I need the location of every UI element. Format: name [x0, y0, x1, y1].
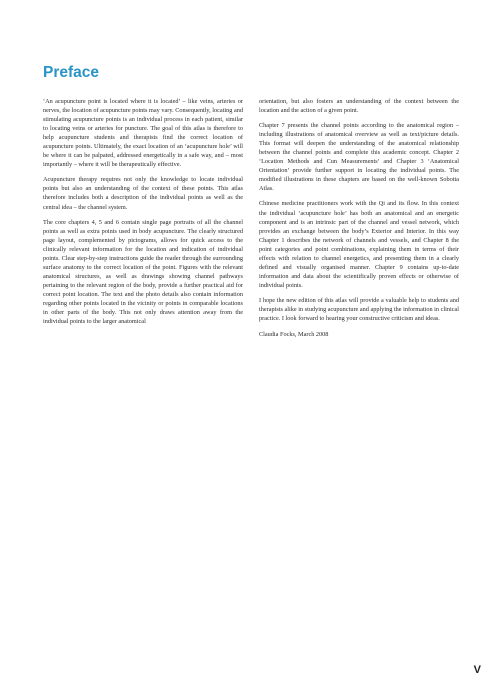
paragraph: The core chapters 4, 5 and 6 contain single page portraits of all the channel points as well as extra points used in body acupuncture. The clearly structured page layout, complemented by pictograms, allows for quick access to the clinically relevant information for the location and indication of individual points. Clear step-by-step instructions guide the reader through the surrounding surface anatomy to the correct location of the point. Figures with the relevant anatomical structures, as well as drawings showing channel pathways pertaining to the relevant region of the body, provide a further practical aid for correct point location. The text and the photo details also contain information regarding other points located in the vicinity or points in comparable locations in other parts of the body. This not only draws attention away from the individual points to the larger anatomical — [43, 218, 243, 326]
paragraph: Chinese medicine practitioners work with the Qi and its flow. In this context the individual ‘acupuncture hole’ has both an anatomical and an energetic component and is an intrinsic part of the channel and vessel network, which provides an exchange between the body’s Exterior and Interior. In this way Chapter 1 describes the network of channels and vessels, and Chapter 8 the point categories and point combinations, explaining them in terms of their effects with relation to channel energetics, and presenting them in a clearly defined and visually organised manner. Chapter 9 contains up-to-date information and data about the scientifically proven effects or otherwise of individual points. — [259, 200, 459, 289]
paragraph: I hope the new edition of this atlas will provide a valuable help to students and therapists alike in studying acupuncture and applying the information in clinical practice. I look forward to hearing your constructive criticism and ideas. — [259, 296, 459, 323]
paragraph: Chapter 7 presents the channel points according to the anatomical region – including illustrations of anatomical overview as well as text/picture details. This format will deepen the understanding of the anatomical relationship between the channel points and complete this academic concept. Chapter 2 ‘Location Methods and Cun Measurements’ and Chapter 3 ‘Anatomical Orientation’ provide further support in locating the individual points. The modified illustrations in these chapters are based on the well-known Sobotta Atlas. — [259, 122, 459, 193]
paragraph: ‘An acupuncture point is located where it is located’ – like veins, arteries or nerves, the location of acupuncture points may vary. Consequently, locating and stimulating acupuncture points is an individual process in each patient, similar to locating veins or arteries for puncture. The goal of this atlas is therefore to help acupuncture students and therapists find the correct location of acupuncture points. Ultimately, the exact location of an ‘acupuncture hole’ will be where it can be palpated, addressed energetically in a safe way, and – most importantly – where it will be therapeutically effective. — [43, 98, 243, 169]
left-column — [43, 97, 243, 332]
author-signature: Claudia Focks, March 2008 — [259, 331, 329, 339]
paragraph: Acupuncture therapy requires not only the knowledge to locate individual points but also an understanding of the context of these points. This atlas therefore includes both a description of the individual points as well as the central idea – the channel system. — [43, 176, 243, 211]
paragraph: orientation, but also fosters an understanding of the context between the location and the action of a given point. — [259, 98, 459, 115]
page-title: Preface — [43, 64, 100, 81]
right-column — [259, 97, 459, 345]
page-number: V — [473, 664, 481, 676]
